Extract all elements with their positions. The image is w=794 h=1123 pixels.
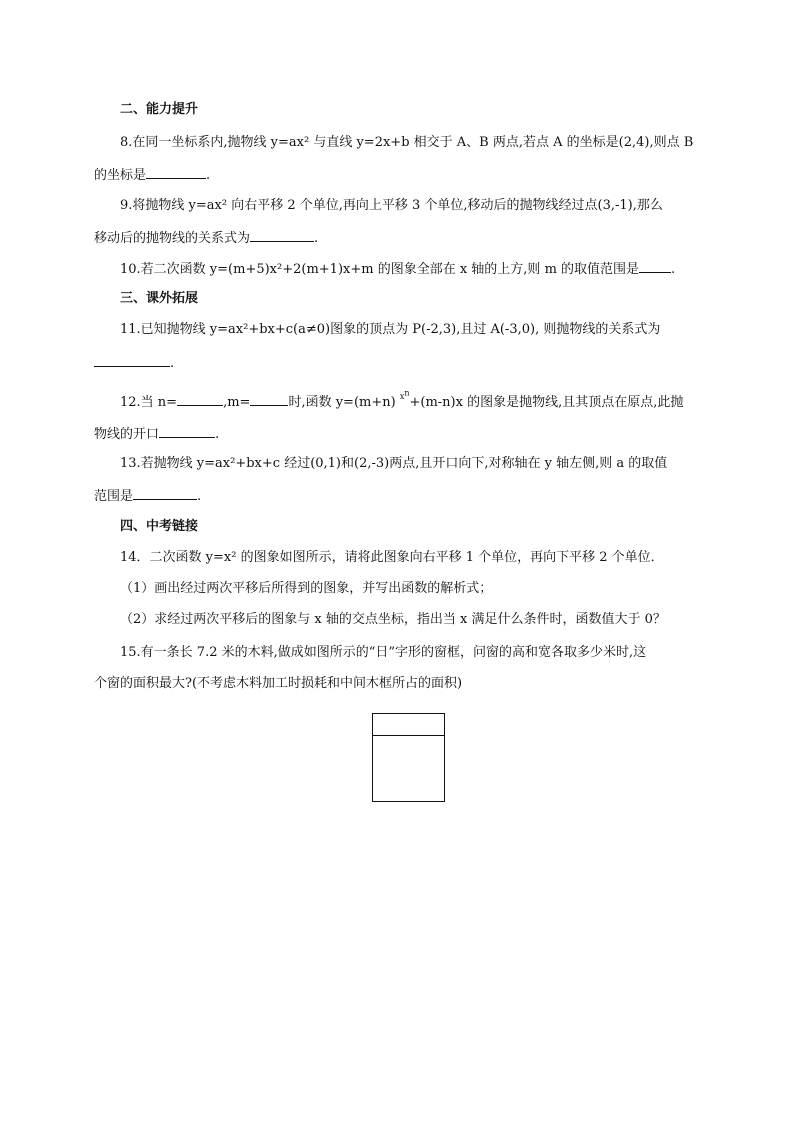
question-10-text: 10.若二次函数 y=(m+5)x²+2(m+1)x+m 的图象全部在 x 轴的上方,则 m 的取值范围是 <box>120 262 640 277</box>
answer-blank[interactable] <box>133 487 197 500</box>
question-8-end: . <box>206 168 211 183</box>
section-heading-extension: 三、课外拓展 <box>120 291 199 306</box>
exponent-power: n <box>404 388 410 398</box>
question-13-text: 范围是 <box>94 489 134 504</box>
question-14-part-2: （2）求经过两次平移后的图象与 x 轴的交点坐标，指出当 x 满足什么条件时，函数值大于 0？ <box>120 612 666 627</box>
question-12-line-1 <box>120 388 684 412</box>
exponent-base: x <box>399 392 405 401</box>
question-12-end: . <box>215 427 220 442</box>
question-11-line-2 <box>94 354 174 372</box>
question-10-line <box>120 260 675 278</box>
question-8-line-1: 8.在同一坐标系内,抛物线 y=ax² 与直线 y=2x+b 相交于 A、B 两点,若点 A 的坐标是(2,4),则点 B <box>120 135 694 150</box>
answer-blank[interactable] <box>94 354 170 367</box>
question-15-line-2: 个窗的面积最大?(不考虑木料加工时损耗和中间木框所占的面积) <box>94 676 463 691</box>
window-frame-figure <box>372 713 445 802</box>
question-15-line-1: 15.有一条长 7.2 米的木料,做成如图所示的“日”字形的窗框，问窗的高和宽各取多少米时,这 <box>120 645 647 660</box>
answer-blank-m[interactable] <box>250 393 288 406</box>
question-12-text-4: +(m-n)x 的图象是抛物线,且其顶点在原点,此抛 <box>409 395 684 410</box>
question-8-line-2 <box>94 166 210 184</box>
exponent <box>399 388 410 401</box>
question-9-line-2 <box>94 229 318 247</box>
window-frame-crossbar <box>373 735 444 736</box>
answer-blank[interactable] <box>159 425 215 438</box>
question-13-end: . <box>197 489 202 504</box>
answer-blank-n[interactable] <box>177 393 223 406</box>
question-13-line-2 <box>94 487 201 505</box>
question-9-end: . <box>314 231 319 246</box>
question-14-line-1: 14．二次函数 y=x² 的图象如图所示，请将此图象向右平移 1 个单位，再向下平移 2 个单位． <box>120 550 664 565</box>
answer-blank[interactable] <box>639 260 671 273</box>
question-9-line-1: 9.将抛物线 y=ax² 向右平移 2 个单位,再向上平移 3 个单位,移动后的抛物线经过点(3,-1),那么 <box>120 198 663 213</box>
question-13-line-1: 13.若抛物线 y=ax²+bx+c 经过(0,1)和(2,-3)两点,且开口向下,对称轴在 y 轴左侧,则 a 的取值 <box>120 456 668 471</box>
question-10-end: . <box>671 262 676 277</box>
answer-blank[interactable] <box>146 166 206 179</box>
question-8-text: 的坐标是 <box>94 168 147 183</box>
question-12-text-5: 物线的开口 <box>94 427 160 442</box>
question-12-line-2 <box>94 425 219 443</box>
answer-blank[interactable] <box>250 229 314 242</box>
question-12-text-2: ,m= <box>223 395 251 410</box>
section-heading-ability: 二、能力提升 <box>120 102 199 117</box>
question-11-line-1: 11.已知抛物线 y=ax²+bx+c(a≠0)图象的顶点为 P(-2,3),且过 A(-3,0), 则抛物线的关系式为 <box>120 322 661 337</box>
question-9-text: 移动后的抛物线的关系式为 <box>94 231 251 246</box>
question-12-text-1: 12.当 n= <box>120 395 178 410</box>
question-14-part-1: （1）画出经过两次平移后所得到的图象，并写出函数的解析式； <box>120 581 493 596</box>
question-12-text-3: 时,函数 y=(m+n) <box>288 395 400 410</box>
section-heading-exam: 四、中考链接 <box>120 519 199 534</box>
question-11-end: . <box>170 356 175 371</box>
